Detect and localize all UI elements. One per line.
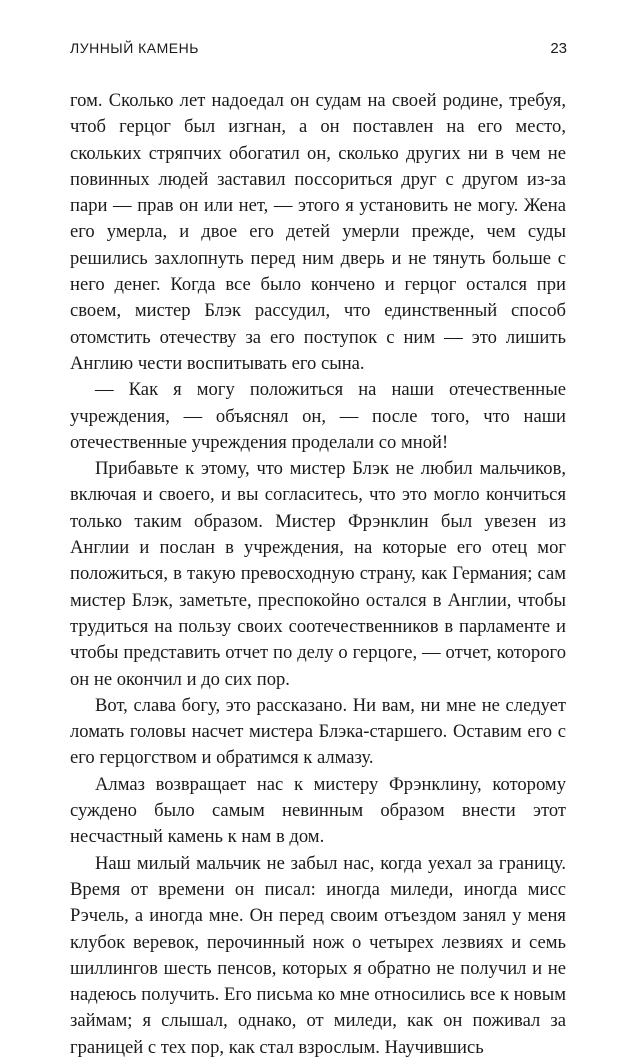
paragraph: — Как я могу положиться на наши отечественные учреждения, — объяснял он, — после того, что наши отечественные учреждения проделали со мной!: [70, 379, 566, 453]
paragraph: Алмаз возвращает нас к мистеру Фрэнклину, которому суждено было самым невинным образом внести этот несчастный камень к нам в дом.: [70, 773, 566, 848]
paragraph: гом. Сколько лет надоедал он судам на своей родине, требуя, чтоб герцог был изгнан, а он поставлен на его место, скольких стряпчих обогатил он, сколько других ни в чем не повинных людей заставил поссориться друг с другом из-за пари — прав он или нет, — этого я установить не могу. Жена его умерла, и двое его детей умерли прежде, чем суды решились захлопнуть перед ним дверь и не тянуть больше с него денег. Когда все было кончено и герцог остался при своем, мистер Блэк рассудил, что единственный способ отомстить отечеству за его поступок с ним — это лишить Англию чести воспитывать его сына.: [70, 90, 566, 374]
running-title: ЛУННЫЙ КАМЕНЬ: [70, 40, 199, 56]
body-text: [70, 88, 566, 1061]
paragraph: Прибавьте к этому, что мистер Блэк не любил мальчиков, включая и своего, и вы согласитесь, что это могло кончиться только таким образом. Мистер Фрэнклин был увезен из Англии и послан в учреждения, на которые его отец мог положиться, в такую превосходную страну, как Германия; сам мистер Блэк, заметьте, преспокойно остался в Англии, чтобы трудиться на пользу своих соотечественников в парламенте и чтобы представить отчет по делу о герцоге, — отчет, которого он не окончил и до сих пор.: [70, 458, 566, 690]
paragraph: Вот, слава богу, это рассказано. Ни вам, ни мне не следует ломать головы насчет мистера Блэка-старшего. Оставим его с его герцогством и обратимся к алмазу.: [70, 694, 566, 769]
paragraph: Наш милый мальчик не забыл нас, когда уехал за границу. Время от времени он писал: иногда миледи, иногда мисс Рэчель, а иногда мне. Он перед своим отъездом занял у меня клубок веревок, перочинный нож о четырех лезвиях и семь шиллингов шесть пенсов, которых я обратно не получил и не надеюсь получить. Его письма ко мне относились все к новым займам; я слышал, однако, от миледи, как он поживал за границей с тех пор, как стал взрослым. Научившись: [70, 852, 566, 1058]
page-header: [70, 40, 567, 64]
page-number: 23: [550, 40, 567, 57]
